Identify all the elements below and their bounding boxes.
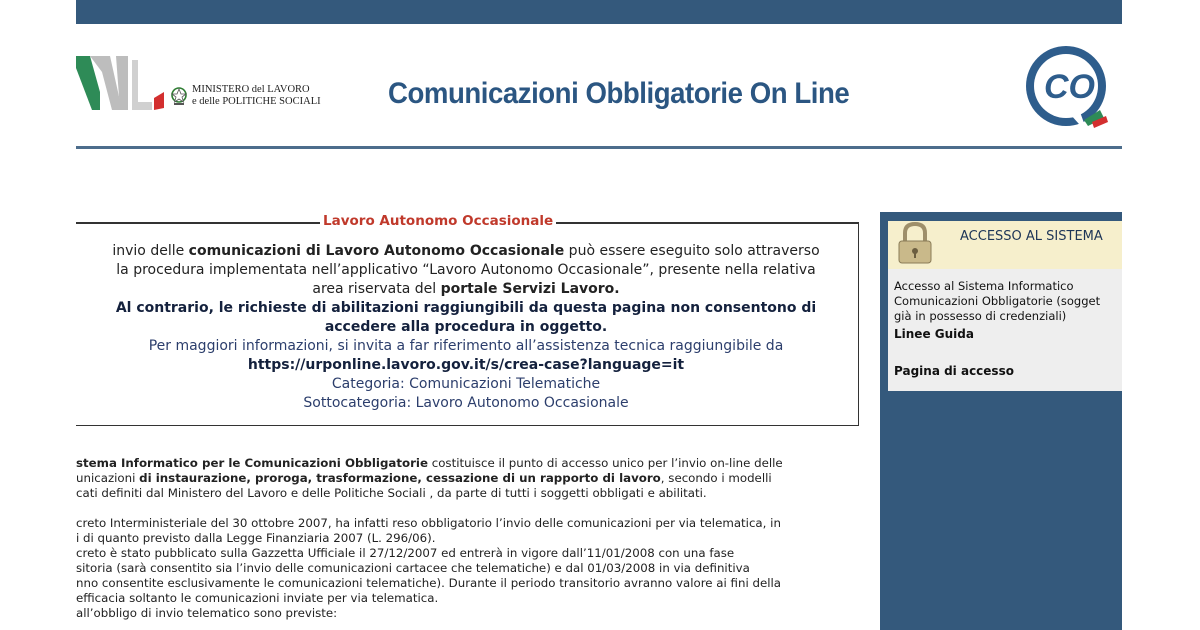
app-title: Comunicazioni Obbligatorie On Line bbox=[388, 77, 850, 110]
notice-text-bold: comunicazioni di Lavoro Autonomo Occasionale bbox=[188, 243, 565, 259]
guidelines-link[interactable]: Linee Guida bbox=[894, 327, 974, 341]
main-text-bold: di instaurazione, proroga, trasformazione, cessazione di un rapporto di lavoro bbox=[139, 471, 661, 485]
notice-warning: accedere alla procedura in oggetto. bbox=[324, 319, 608, 335]
notice-text: area riservata del bbox=[312, 281, 441, 297]
notice-text-bold: portale Servizi Lavoro. bbox=[440, 281, 620, 297]
sidebar-desc-line: già in possesso di credenziali) bbox=[894, 309, 1067, 323]
main-text: sitoria (sarà consentito sia l’invio delle comunicazioni cartacee che telematiche) e dal 01/03/2008 in via definitiva bbox=[76, 561, 750, 575]
main-text: , secondo i modelli bbox=[660, 471, 772, 485]
ministry-line-1: MINISTERO del LAVORO bbox=[192, 84, 310, 95]
main-text: i di quanto previsto dalla Legge Finanziaria 2007 (L. 296/06). bbox=[76, 531, 436, 545]
main-text: efficacia soltanto le comunicazioni inviate per via telematica. bbox=[76, 591, 439, 605]
svg-text:CO: CO bbox=[1044, 68, 1095, 106]
main-content bbox=[76, 456, 856, 621]
notice-text: invio delle bbox=[112, 243, 189, 259]
site-header bbox=[76, 24, 1122, 148]
top-bar bbox=[76, 0, 1122, 24]
main-text: nno consentite esclusivamente le comunicazioni telematiche). Durante il periodo transitorio avranno valore ai fini della bbox=[76, 576, 782, 590]
republic-emblem-icon bbox=[171, 86, 187, 106]
main-text: creto Interministeriale del 30 ottobre 2007, ha infatti reso obbligatorio l’invio delle comunicazioni per via telematica, in bbox=[76, 516, 781, 530]
ministry-line-2: e delle POLITICHE SOCIALI bbox=[192, 96, 321, 107]
access-page-link[interactable]: Pagina di accesso bbox=[894, 364, 1014, 378]
main-text: cati definiti dal Ministero del Lavoro e delle Politiche Sociali , da parte di tutti i soggetti obbligati e abilitati. bbox=[76, 486, 707, 500]
main-text: creto è stato pubblicato sulla Gazzetta Ufficiale il 27/12/2007 ed entrerà in vigore dall’11/01/2008 con una fase bbox=[76, 546, 735, 560]
notice-body bbox=[76, 242, 856, 413]
co-logo bbox=[1022, 38, 1110, 134]
notice-category: Categoria: Comunicazioni Telematiche bbox=[331, 376, 601, 392]
main-text-bold: stema Informatico per le Comunicazioni Obbligatorie bbox=[76, 456, 428, 470]
sidebar-desc-line: Comunicazioni Obbligatorie (sogget bbox=[894, 294, 1101, 308]
support-link[interactable]: https://urponline.lavoro.gov.it/s/crea-case?language=it bbox=[247, 357, 685, 373]
notice-text: può essere eseguito solo attraverso bbox=[564, 243, 820, 259]
notice-text: la procedura implementata nell’applicativo “Lavoro Autonomo Occasionale”, presente nella relativa bbox=[116, 262, 816, 278]
notice-warning: Al contrario, le richieste di abilitazioni raggiungibili da questa pagina non consentono di bbox=[115, 300, 817, 316]
padlock-icon bbox=[893, 221, 937, 267]
ministry-name bbox=[172, 84, 321, 108]
main-text: all’obbligo di invio telematico sono previste: bbox=[76, 606, 338, 620]
main-text: unicazioni bbox=[76, 471, 140, 485]
sidebar-description bbox=[894, 279, 1100, 324]
notice-text: Per maggiori informazioni, si invita a far riferimento all’assistenza tecnica raggiungibile da bbox=[148, 338, 784, 354]
ministry-ml-logo bbox=[76, 52, 176, 116]
notice-title: Lavoro Autonomo Occasionale bbox=[320, 213, 556, 229]
sidebar-title: ACCESSO AL SISTEMA bbox=[960, 229, 1103, 244]
header-divider bbox=[76, 146, 1122, 149]
main-text: costituisce il punto di accesso unico per l’invio on-line delle bbox=[427, 456, 783, 470]
sidebar-desc-line: Accesso al Sistema Informatico bbox=[894, 279, 1074, 293]
notice-subcategory: Sottocategoria: Lavoro Autonomo Occasionale bbox=[303, 395, 629, 411]
